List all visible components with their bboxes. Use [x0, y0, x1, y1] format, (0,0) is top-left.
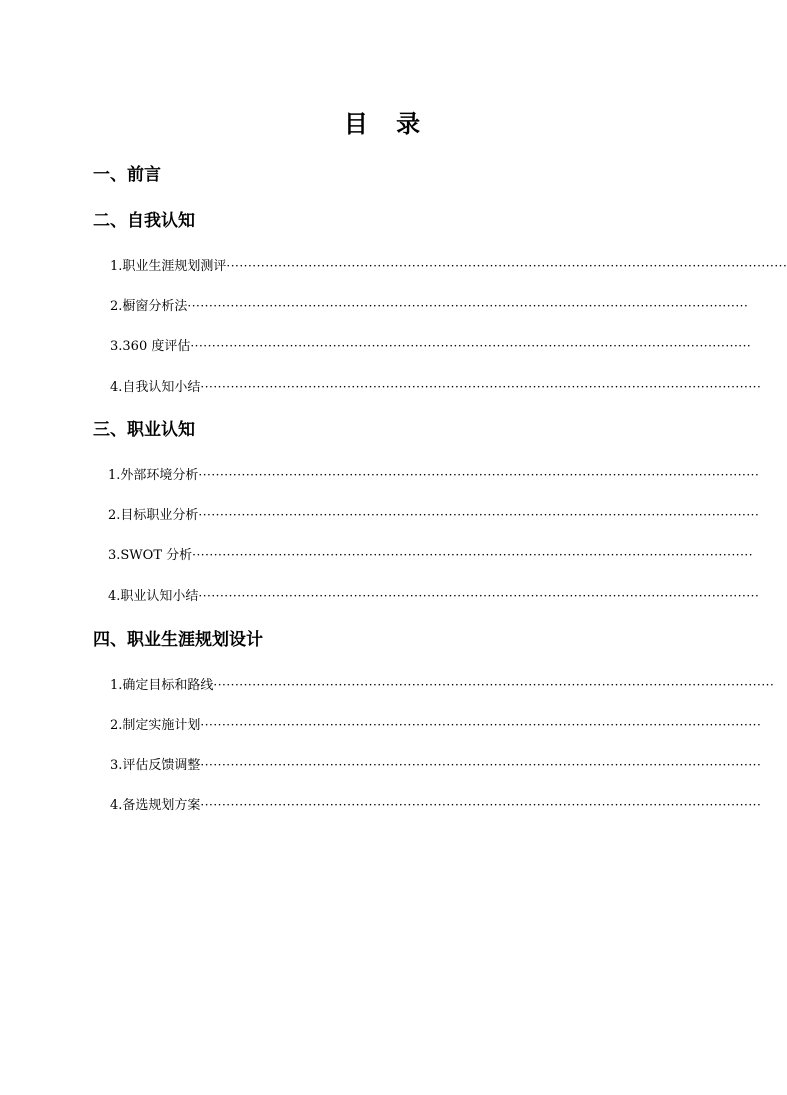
dot-leader: ··································································································································	[187, 299, 749, 313]
toc-entry[interactable]	[110, 755, 762, 775]
dot-leader: ··································································································································	[213, 678, 775, 692]
toc-entry[interactable]	[108, 505, 760, 525]
dot-leader: ··································································································································	[198, 589, 760, 603]
toc-entry[interactable]	[110, 256, 787, 276]
dot-leader: ··································································································································	[192, 548, 754, 562]
dot-leader: ··································································································································	[190, 339, 752, 353]
dot-leader: ··································································································································	[200, 380, 762, 394]
section-heading-career-awareness[interactable]: 三、职业认知	[93, 420, 195, 440]
toc-entry-label: 1.外部环境分析	[108, 468, 199, 483]
toc-entry-label: 2.制定实施计划	[110, 718, 201, 733]
toc-entry-label: 2.目标职业分析	[108, 508, 199, 523]
dot-leader: ··································································································································	[198, 468, 760, 482]
section-heading-preface[interactable]: 一、前言	[93, 165, 161, 185]
toc-entry-label: 4.职业认知小结	[108, 589, 199, 604]
toc-entry[interactable]	[110, 715, 762, 735]
dot-leader: ··································································································································	[226, 259, 787, 273]
dot-leader: ··································································································································	[198, 508, 760, 522]
toc-entry[interactable]	[108, 586, 760, 606]
toc-entry[interactable]	[108, 545, 754, 565]
toc-entry[interactable]	[110, 675, 775, 695]
toc-entry[interactable]	[110, 336, 752, 356]
toc-entry[interactable]	[110, 377, 762, 397]
section-heading-career-plan-design[interactable]: 四、职业生涯规划设计	[93, 630, 263, 650]
toc-entry-label: 3.SWOT 分析	[108, 548, 193, 563]
toc-entry-label: 3.360 度评估	[110, 339, 191, 354]
toc-entry[interactable]	[110, 795, 762, 815]
toc-entry[interactable]	[110, 296, 749, 316]
section-heading-self-awareness[interactable]: 二、自我认知	[93, 211, 195, 231]
dot-leader: ··································································································································	[200, 798, 762, 812]
toc-entry-label: 4.备选规划方案	[110, 798, 201, 813]
dot-leader: ··································································································································	[200, 718, 762, 732]
toc-entry-label: 1.职业生涯规划测评	[110, 259, 227, 274]
toc-entry-label: 2.橱窗分析法	[110, 299, 188, 314]
toc-entry-label: 1.确定目标和路线	[110, 678, 214, 693]
toc-entry-label: 4.自我认知小结	[110, 380, 201, 395]
toc-title: 目 录	[343, 110, 431, 138]
dot-leader: ··································································································································	[200, 758, 762, 772]
toc-entry[interactable]	[108, 465, 760, 485]
toc-entry-label: 3.评估反馈调整	[110, 758, 201, 773]
